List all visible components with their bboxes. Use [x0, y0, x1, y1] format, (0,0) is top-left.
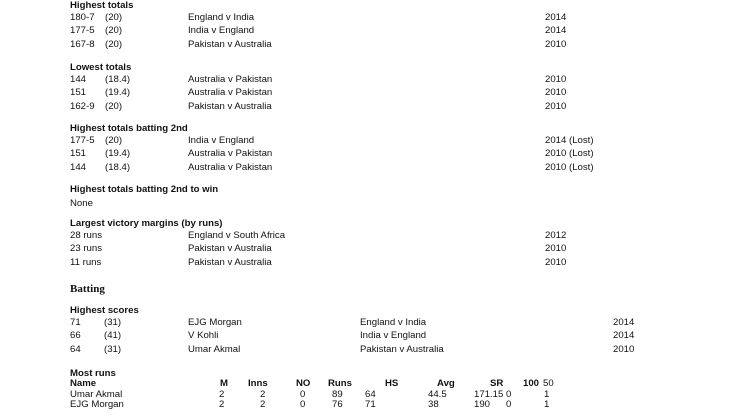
year: 2010 [545, 243, 567, 255]
section-heading: Highest scores [70, 305, 139, 316]
col-name: Name [70, 378, 97, 389]
table-row [70, 73, 710, 86]
match: India v England [188, 135, 255, 146]
year: 2010 [613, 343, 635, 355]
match: Pakistan v Australia [188, 256, 272, 268]
balls: (31) [104, 343, 122, 355]
table-row [70, 86, 710, 99]
year: 2014 (Lost) [545, 135, 594, 146]
overs: (18.4) [105, 161, 131, 173]
year: 2012 [545, 230, 567, 241]
match: Australia v Pakistan [188, 87, 273, 99]
innings: 2 [260, 399, 266, 410]
match: Pakistan v Australia [188, 38, 272, 50]
year: 2010 [545, 256, 567, 268]
margin: 11 runs [70, 256, 102, 268]
section-heading: Lowest totals [70, 62, 132, 73]
table-row [70, 100, 710, 113]
overs: (18.4) [105, 74, 131, 85]
highest-totals-section [70, 0, 710, 51]
match: England v India [188, 12, 255, 23]
year: 2014 [545, 12, 567, 23]
table-row [70, 343, 710, 356]
highest-scores-section [70, 305, 710, 356]
section-heading: Most runs [70, 368, 116, 379]
innings: 2 [260, 388, 266, 400]
match: Pakistan v Australia [360, 343, 444, 355]
score: 177-5 [70, 135, 95, 146]
largest-margins-section [70, 218, 710, 269]
highest-batting-2nd-win-section [70, 184, 710, 210]
not-outs: 0 [300, 399, 306, 410]
score: 151 [70, 148, 87, 160]
player: Umar Akmal [188, 343, 241, 355]
overs: (20) [105, 135, 123, 146]
col-inns: Inns [248, 378, 268, 389]
col-hs: HS [385, 378, 399, 389]
section-heading: Highest totals [70, 0, 134, 11]
player: V Kohli [188, 330, 219, 342]
hundreds: 0 [506, 388, 512, 400]
runs: 66 [70, 330, 81, 342]
section-heading: Highest totals batting 2nd [70, 123, 188, 134]
table-row [70, 400, 710, 411]
table-row [70, 11, 710, 24]
table-row [70, 147, 710, 160]
player-name: Umar Akmal [70, 388, 123, 400]
table-row [70, 38, 710, 51]
year: 2010 [545, 87, 567, 99]
high-score: 64 [365, 388, 376, 400]
batting-title: Batting [70, 283, 105, 295]
year: 2010 [545, 74, 567, 85]
not-outs: 0 [300, 388, 306, 400]
table-row [70, 256, 710, 269]
col-m: M [220, 378, 228, 389]
runs: 71 [70, 317, 81, 328]
match: Pakistan v Australia [188, 243, 272, 255]
col-runs: Runs [328, 378, 352, 389]
margin: 23 runs [70, 243, 102, 255]
score: 144 [70, 161, 87, 173]
balls: (41) [104, 330, 122, 342]
batting-section-title-wrap [70, 283, 710, 296]
match: England v South Africa [188, 230, 286, 241]
match: India v England [188, 25, 255, 37]
runs: 89 [332, 388, 343, 400]
overs: (20) [105, 25, 123, 37]
fifties: 1 [544, 388, 550, 400]
overs: (19.4) [105, 87, 131, 99]
average: 44.5 [428, 388, 447, 400]
table-row [70, 316, 710, 329]
year: 2010 (Lost) [545, 148, 594, 160]
highest-batting-2nd-section [70, 123, 710, 174]
match: Pakistan v Australia [188, 100, 272, 112]
margin: 28 runs [70, 230, 102, 241]
fifties: 1 [544, 399, 550, 410]
match: Australia v Pakistan [188, 74, 273, 85]
balls: (31) [104, 317, 122, 328]
overs: (19.4) [105, 148, 131, 160]
matches: 2 [219, 399, 225, 410]
match: India v England [360, 330, 427, 342]
lowest-totals-section [70, 62, 710, 113]
hundreds: 0 [506, 399, 512, 410]
col-no: NO [296, 378, 311, 389]
overs: (20) [105, 12, 123, 23]
score: 151 [70, 87, 87, 99]
col-50: 50 [543, 378, 554, 389]
matches: 2 [219, 388, 225, 400]
strike-rate: 190 [474, 399, 491, 410]
col-100: 100 [523, 378, 540, 389]
year: 2010 (Lost) [545, 161, 594, 173]
table-row [70, 134, 710, 147]
year: 2014 [613, 317, 635, 328]
score: 180-7 [70, 12, 95, 23]
score: 177-5 [70, 25, 95, 37]
col-sr: SR [490, 378, 504, 389]
year: 2010 [545, 38, 567, 50]
player: EJG Morgan [188, 317, 242, 328]
table-row [70, 161, 710, 174]
year: 2014 [545, 25, 567, 37]
table-row [70, 229, 710, 242]
table-header-row [70, 379, 710, 390]
none-value: None [70, 198, 93, 209]
match: England v India [360, 317, 427, 328]
table-row [70, 242, 710, 255]
runs: 64 [70, 343, 81, 355]
match: Australia v Pakistan [188, 148, 273, 160]
section-heading: Highest totals batting 2nd to win [70, 184, 219, 195]
strike-rate: 171.15 [474, 388, 504, 400]
score: 162-9 [70, 100, 95, 112]
year: 2010 [545, 100, 567, 112]
match: Australia v Pakistan [188, 161, 273, 173]
overs: (20) [105, 100, 123, 112]
overs: (20) [105, 38, 123, 50]
section-heading: Largest victory margins (by runs) [70, 218, 223, 229]
table-row [70, 329, 710, 342]
player-name: EJG Morgan [70, 399, 124, 410]
most-runs-section [70, 368, 710, 411]
year: 2014 [613, 330, 635, 342]
high-score: 71 [365, 399, 376, 410]
runs: 76 [332, 399, 343, 410]
table-row [70, 390, 710, 401]
col-avg: Avg [437, 378, 455, 389]
table-row [70, 24, 710, 37]
average: 38 [428, 399, 439, 410]
score: 167-8 [70, 38, 95, 50]
score: 144 [70, 74, 87, 85]
